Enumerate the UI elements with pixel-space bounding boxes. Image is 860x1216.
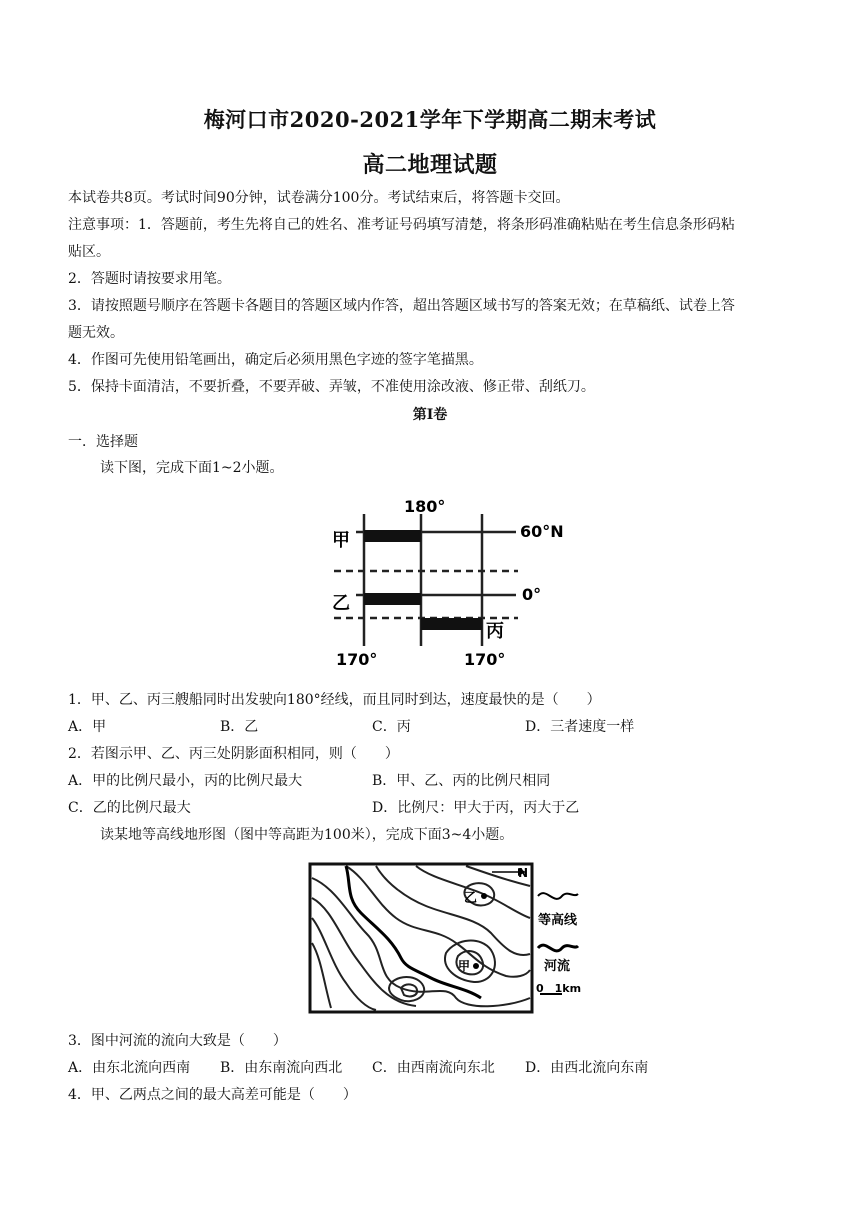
q1-option-c[interactable]: C．丙 [372, 719, 411, 735]
contour-lines [312, 866, 530, 1010]
label-0: 0° [522, 585, 542, 604]
label-jia: 甲 [332, 530, 350, 551]
section-label: 一．选择题 [68, 434, 138, 450]
label-yi: 乙 [332, 593, 350, 614]
instruction-line: 4．作图可先使用铅笔画出，确定后必须用黑色字迹的签字笔描黑。 [68, 352, 483, 368]
instruction-line: 5．保持卡面清洁，不要折叠，不要弄破、弄皱，不准使用涂改液、修正带、刮纸刀。 [68, 379, 595, 395]
figure2-intro: 读某地等高线地形图（图中等高距为100米），完成下面3~4小题。 [100, 827, 514, 843]
q2-stem: 2．若图示甲、乙、丙三处阴影面积相同，则（ ） [68, 746, 399, 762]
point-jia [473, 963, 479, 969]
label-yi: 乙 [464, 891, 478, 906]
q1-option-a[interactable]: A．甲 [68, 719, 107, 735]
instruction-line: 本试卷共8页。考试时间90分钟，试卷满分100分。考试结束后，将答题卡交回。 [68, 190, 570, 206]
latlon-grid-figure [326, 494, 586, 672]
q3-option-a[interactable]: A．由东北流向西南 [68, 1060, 191, 1076]
instruction-line: 2．答题时请按要求用笔。 [68, 271, 231, 287]
label-170-east: 170° [464, 650, 506, 669]
north-label: N [518, 866, 529, 880]
instruction-line: 3．请按照题号顺序在答题卡各题目的答题区域内作答，超出答题区域书写的答案无效；在草稿纸、试卷上答 [68, 298, 735, 314]
q1-option-b[interactable]: B．乙 [220, 719, 259, 735]
exam-subtitle: 高二地理试题 [362, 152, 498, 178]
label-180: 180° [404, 497, 446, 516]
label-jia: 甲 [458, 959, 471, 973]
volume-label: 第I卷 [412, 407, 448, 423]
q2-option-c[interactable]: C．乙的比例尺最大 [68, 800, 191, 816]
instruction-line: 题无效。 [68, 325, 124, 341]
label-bing: 丙 [486, 621, 504, 642]
contour-map-figure [306, 858, 606, 1018]
instruction-line: 注意事项：1．答题前，考生先将自己的姓名、准考证号码填写清楚，将条形码准确粘贴在考生信息条形码粘 [68, 217, 735, 233]
q2-option-b[interactable]: B．甲、乙、丙的比例尺相同 [372, 773, 551, 789]
figure1-intro: 读下图，完成下面1~2小题。 [100, 460, 284, 476]
q2-option-a[interactable]: A．甲的比例尺最小，丙的比例尺最大 [68, 773, 303, 789]
legend-river-label: 河流 [544, 959, 571, 974]
legend-contour-icon [538, 893, 578, 899]
q3-stem: 3．图中河流的流向大致是（ ） [68, 1033, 287, 1049]
bing-shaded-area [421, 618, 482, 630]
jia-shaded-area [364, 530, 421, 542]
q3-option-d[interactable]: D．由西北流向东南 [525, 1060, 649, 1076]
legend-contour-label: 等高线 [538, 913, 578, 928]
q3-option-c[interactable]: C．由西南流向东北 [372, 1060, 495, 1076]
q4-stem: 4．甲、乙两点之间的最大高差可能是（ ） [68, 1087, 357, 1103]
q1-option-d[interactable]: D．三者速度一样 [525, 719, 635, 735]
exam-title: 梅河口市2020-2021学年下学期高二期末考试 [203, 107, 657, 132]
instruction-line: 贴区。 [68, 244, 110, 260]
point-yi [481, 893, 487, 899]
scale-label: 0 1km [536, 982, 582, 995]
yi-shaded-area [364, 593, 421, 605]
label-170-west: 170° [336, 650, 378, 669]
q1-stem: 1．甲、乙、丙三艘船同时出发驶向180°经线，而且同时到达，速度最快的是（ ） [68, 692, 601, 708]
q2-option-d[interactable]: D．比例尺：甲大于丙，丙大于乙 [372, 800, 580, 816]
legend-river-icon [538, 945, 578, 951]
label-60n: 60°N [520, 522, 564, 541]
q3-option-b[interactable]: B．由东南流向西北 [220, 1060, 343, 1076]
